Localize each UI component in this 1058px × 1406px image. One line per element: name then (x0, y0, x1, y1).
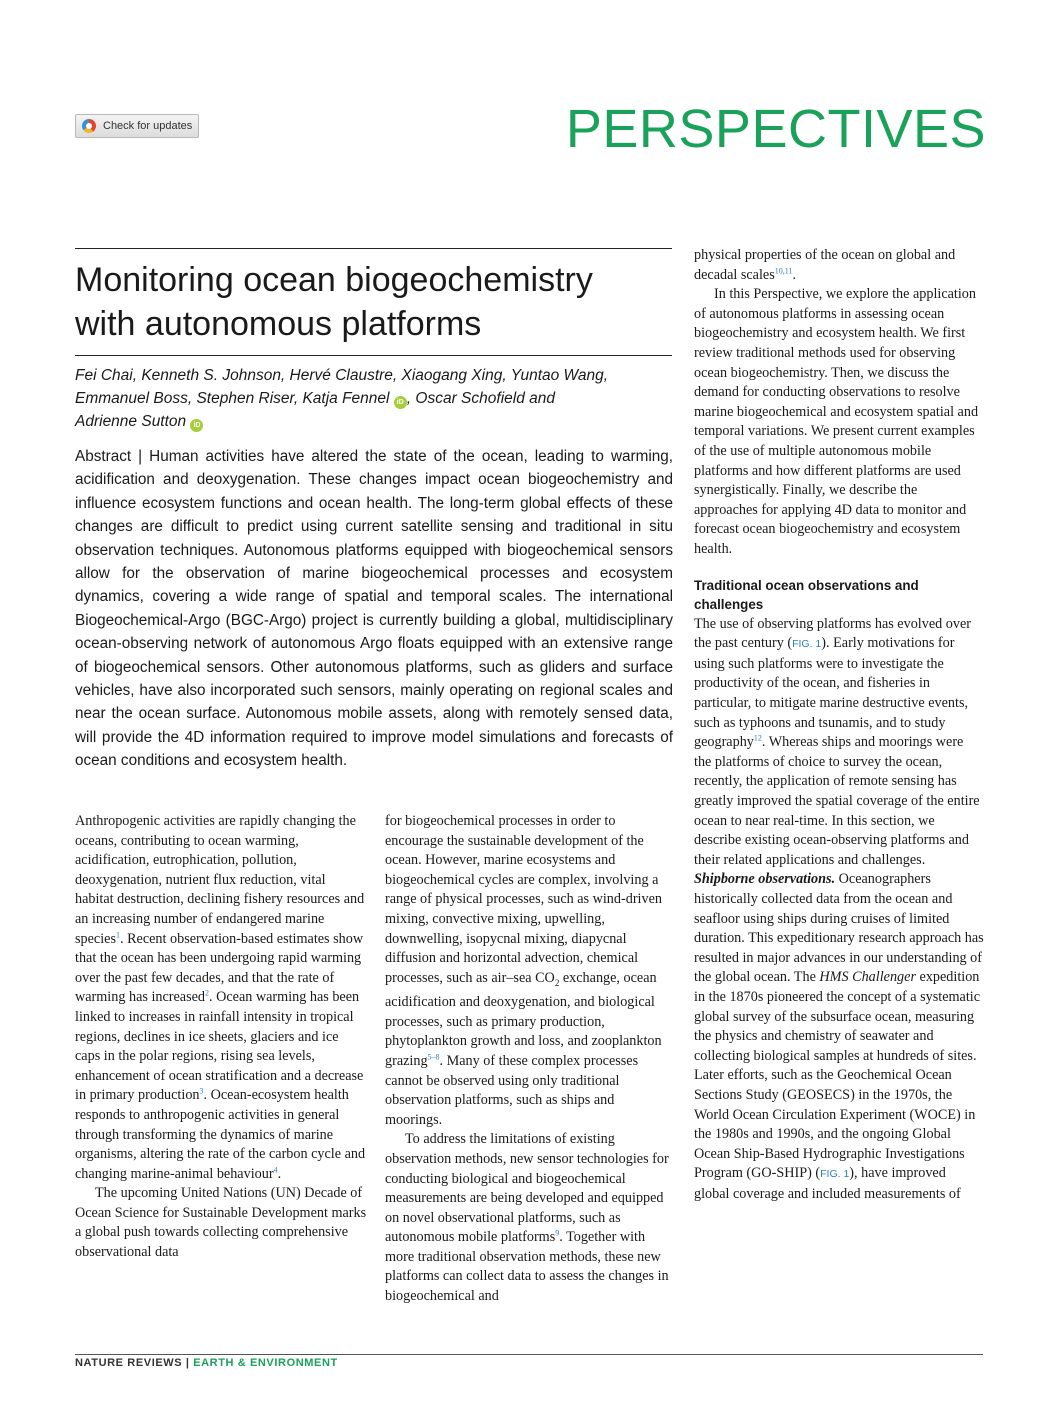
figure-link[interactable]: FIG. 1 (820, 1168, 850, 1181)
citation-link[interactable]: 5–8 (427, 1052, 440, 1062)
journal-name: NATURE REVIEWS (75, 1357, 183, 1369)
citation-link[interactable]: 2 (205, 988, 210, 998)
citation-link[interactable]: 10,11 (774, 265, 793, 275)
citation-link[interactable]: 9 (555, 1228, 560, 1238)
crossmark-icon (82, 119, 96, 133)
paragraph: physical properties of the ocean on global and decadal scales$^{10,11}$. (694, 247, 956, 283)
journal-footer: NATURE REVIEWS | EARTH & ENVIRONMENT (75, 1357, 338, 1369)
journal-subject: EARTH & ENVIRONMENT (193, 1357, 338, 1369)
title-top-rule (75, 248, 672, 249)
orcid-icon[interactable]: iD (394, 396, 407, 409)
section-label: PERSPECTIVES (565, 99, 986, 159)
citation-link[interactable]: 1 (115, 929, 120, 939)
body-column-2 (385, 812, 675, 1307)
paragraph: Shipborne observations. Oceanographers historically collected data from the ocean and seafloor using ships during cruises of limited duration. This expeditionary research approach has resulted in major advances in our understanding of the global ocean. The HMS Challenger expedition in the 1870s pioneered the concept of a systematic global survey of the subsurface ocean, measuring the physics and chemistry of seawater and collecting biological samples at hundreds of sites. Later efforts, such as the Geochemical Ocean Sections Study (GEOSECS) in the 1970s, the World Ocean Circulation Experiment (WOCE) in the 1980s and 1990s, and the ongoing Global Ocean Ship-Based Hydrographic Investigations Program (GO-SHIP) (FIG. 1), have improved global coverage and included measurements of (694, 871, 984, 1202)
authors-part2: , Oscar Schofield and (406, 390, 555, 407)
section-heading: Traditional ocean observations and challenges (694, 577, 919, 613)
paragraph: The use of observing platforms has evolved over the past century (FIG. 1). Early motivations for using such platforms were to investigate the productivity of the ocean, and fisheries in particular, to mitigate marine destructive events, such as typhoons and tsunamis, and to study geography$^{12}$. Whereas ships and moorings were the platforms of choice to survey the ocean, recently, the application of remote sensing has greatly improved the spatial coverage of the entire ocean to near real-time. In this section, we describe existing ocean-observing platforms and their related applications and challenges. (694, 615, 980, 868)
paper-title-line1: Monitoring ocean biogeochemistry (75, 261, 593, 299)
authors-part1: Fei Chai, Kenneth S. Johnson, Hervé Claustre, Xiaogang Xing, Yuntao Wang, Emmanuel Boss, Stephen Riser, Katja Fennel (75, 367, 609, 407)
citation-link[interactable]: 3 (199, 1086, 204, 1096)
orcid-icon[interactable]: iD (190, 419, 203, 432)
paragraph: Anthropogenic activities are rapidly changing the oceans, contributing to ocean warming, acidification, eutrophication, pollution, deoxygenation, nutrient flux reduction, vital habitat destruction, declining fishery resources and an increasing number of endangered marine species$^1$. Recent observation-based estimates show that the ocean has been undergoing rapid warming over the past few decades, and that the rate of warming has increased$^2$. Ocean warming has been linked to increases in rainfall intensity in tropical regions, declines in ice sheets, glaciers and ice caps in the polar regions, rising sea levels, enhancement of ocean stratification and a decrease in primary production$^3$. Ocean-ecosystem health responds to anthropogenic activities in general through transforming the dynamics of marine organisms, altering the rate of the carbon cycle and changing marine-animal behaviour$^4$. (75, 813, 366, 1182)
check-for-updates-label: Check for updates (103, 120, 193, 132)
paragraph: To address the limitations of existing observation methods, new sensor technologies for conducting biological and biogeochemical measurements are being developed and equipped on novel observational platforms, such as autonomous mobile platforms$^9$. Together with more traditional observation methods, these new platforms can collect data to assess the changes in biogeochemical and (385, 1131, 669, 1305)
body-column-1 (75, 812, 367, 1263)
paper-title (75, 258, 675, 346)
paragraph: for biogeochemical processes in order to encourage the sustainable development of the ocean. However, marine ecosystems and biogeochemical cycles are complex, involving a range of physical processes, such as wind-driven mixing, convective mixing, upwelling, downwelling, isopycnal mixing, diapycnal diffusion and horizontal advection, chemical processes, such as air–sea $CO_2$ exchange, ocean acidification and deoxygenation, and biological processes, such as primary production, phytoplankton growth and loss, and zooplankton grazing$^{5-8}$. Many of these complex processes cannot be observed using only traditional observation platforms, such as ships and moorings. (385, 813, 662, 1128)
paper-title-line2: with autonomous platforms (75, 305, 482, 343)
title-bottom-rule (75, 355, 672, 356)
subsection-runin: Shipborne observations. (694, 871, 836, 888)
author-list (75, 364, 665, 433)
paragraph: In this Perspective, we explore the application of autonomous platforms in assessing ocean biogeochemistry and ecosystem health. We first review traditional methods used for observing ocean biogeochemistry. Then, we discuss the demand for conducting observations to resolve marine biogeochemical and ecosystem spatial and temporal variations. We present current examples of the use of multiple autonomous mobile platforms and how different platforms are used synergistically. Finally, we describe the approaches for applying 4D data to monitor and forecast ocean biogeochemistry and ecosystem health. (694, 286, 979, 557)
check-for-updates-button[interactable] (75, 114, 199, 138)
authors-part3: Adrienne Sutton (75, 413, 187, 430)
footer-rule (75, 1354, 983, 1355)
figure-link[interactable]: FIG. 1 (792, 638, 822, 651)
abstract: Abstract | Human activities have altered the state of the ocean, leading to warming, acidification and deoxygenation. These changes impact ocean biogeochemistry and influence ecosystem functions and ocean health. The long-term global effects of these changes are difficult to predict using current satellite sensing and traditional in situ observation techniques. Autonomous platforms equipped with biogeochemical sensors allow for the observation of marine biogeochemical processes and ecosystem dynamics, covering a wide range of spatial and temporal scales. The international Biogeochemical-Argo (BGC-Argo) project is currently building a global, multidisciplinary ocean-observing network of autonomous Argo floats equipped with an extensive range of biogeochemical sensors. Other autonomous platforms, such as gliders and surface vehicles, have also incorporated such sensors, mainly operating on regional scales and near the ocean surface. Autonomous mobile assets, along with remotely sensed data, will provide the 4D information required to improve model simulations and forecasts of ocean conditions and ecosystem health. (75, 448, 673, 770)
citation-link[interactable]: 12 (753, 733, 762, 743)
paragraph: The upcoming United Nations (UN) Decade of Ocean Science for Sustainable Development marks a global push towards collecting comprehensive observational data (75, 1185, 367, 1261)
body-column-3 (694, 246, 984, 1205)
citation-link[interactable]: 4 (273, 1164, 278, 1174)
